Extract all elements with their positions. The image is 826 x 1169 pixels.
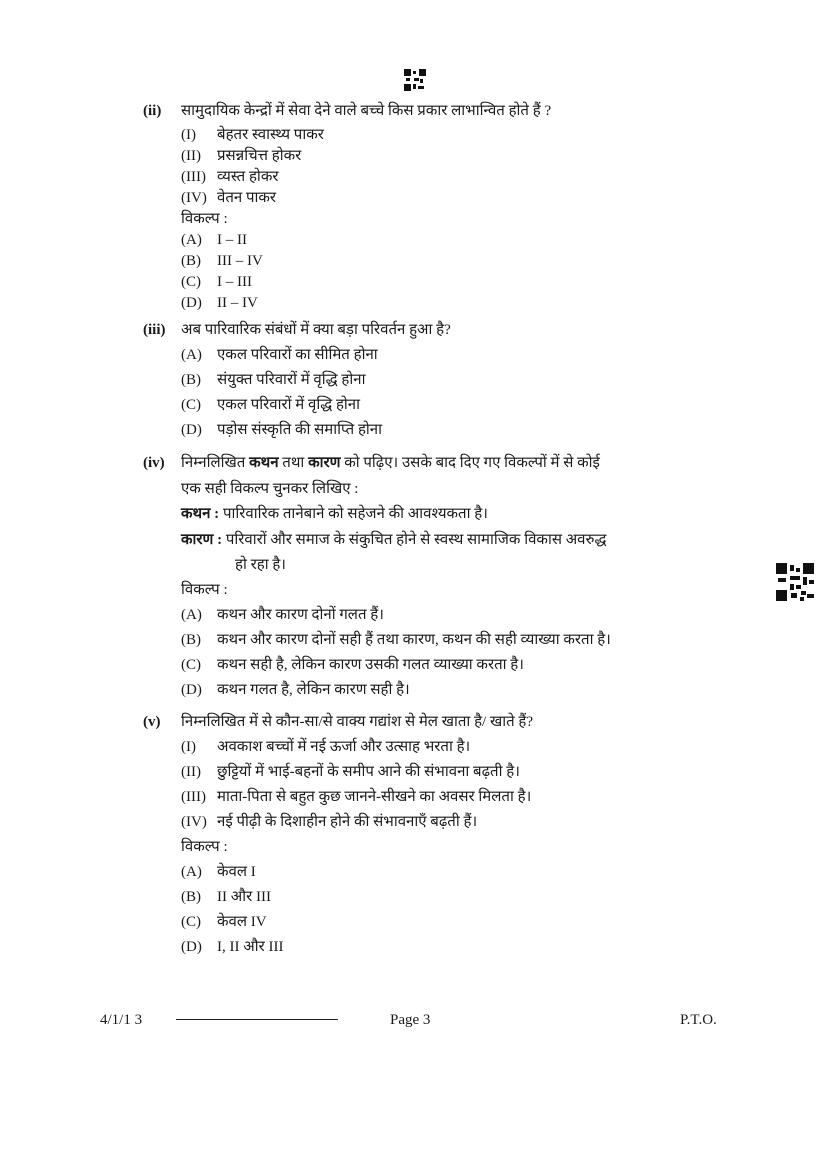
options-heading: विकल्प : xyxy=(181,839,228,855)
option-item: (C) एकल परिवारों में वृद्धि होना xyxy=(181,397,361,413)
option-item: (C) केवल IV xyxy=(181,914,267,930)
option-item: (D) कथन गलत है, लेकिन कारण सही है। xyxy=(181,682,410,698)
paper-code: 4/1/1 3 xyxy=(100,1012,143,1028)
reason-continued: हो रहा है। xyxy=(235,557,286,573)
question-number: (ii) xyxy=(143,103,162,119)
options-heading: विकल्प : xyxy=(181,582,228,598)
option-item: (C) I – III xyxy=(181,274,252,290)
statement-item: (III) व्यस्त होकर xyxy=(181,169,279,185)
qr-code-top-icon xyxy=(404,69,426,91)
option-item: (D) II – IV xyxy=(181,295,258,311)
options-heading: विकल्प : xyxy=(181,211,228,227)
option-item: (A) एकल परिवारों का सीमित होना xyxy=(181,347,378,363)
statement-item: (II) छुट्टियों में भाई-बहनों के समीप आने की संभावना बढ़ती है। xyxy=(181,764,520,780)
statement-item: (IV) नई पीढ़ी के दिशाहीन होने की संभावनाएँ बढ़ती हैं। xyxy=(181,814,478,830)
please-turn-over: P.T.O. xyxy=(680,1012,717,1028)
option-item: (D) पड़ोस संस्कृति की समाप्ति होना xyxy=(181,422,383,438)
question-text: अब पारिवारिक संबंधों में क्या बड़ा परिवर्तन हुआ है? xyxy=(181,322,451,338)
question-text: निम्नलिखित कथन तथा कारण को पढ़िए। उसके बाद दिए गए विकल्पों में से कोई xyxy=(181,455,600,471)
question-text: निम्नलिखित में से कौन-सा/से वाक्य गद्यांश से मेल खाता है/ खाते हैं? xyxy=(181,714,534,730)
question-number: (iii) xyxy=(143,322,166,338)
qr-code-side-icon xyxy=(776,563,814,601)
reason: कारण : परिवारों और समाज के संकुचित होने से स्वस्थ सामाजिक विकास अवरुद्ध xyxy=(181,532,607,548)
page-number: Page 3 xyxy=(390,1012,431,1028)
option-item: (B) कथन और कारण दोनों सही हैं तथा कारण, कथन की सही व्याख्या करता है। xyxy=(181,632,611,648)
option-item: (B) III – IV xyxy=(181,253,263,269)
statement-item: (I) बेहतर स्वास्थ्य पाकर xyxy=(181,127,324,143)
footer-divider xyxy=(176,1019,338,1020)
option-item: (A) केवल I xyxy=(181,864,256,880)
option-item: (B) संयुक्त परिवारों में वृद्धि होना xyxy=(181,372,366,388)
question-text-continued: एक सही विकल्प चुनकर लिखिए : xyxy=(181,481,359,497)
option-item: (B) II और III xyxy=(181,889,271,905)
option-item: (C) कथन सही है, लेकिन कारण उसकी गलत व्याख्या करता है। xyxy=(181,657,524,673)
statement-item: (I) अवकाश बच्चों में नई ऊर्जा और उत्साह भरता है। xyxy=(181,739,471,755)
assertion: कथन : पारिवारिक तानेबाने को सहेजने की आवश्यकता है। xyxy=(181,506,488,522)
option-item: (A) I – II xyxy=(181,232,247,248)
question-number: (v) xyxy=(143,714,161,730)
statement-item: (III) माता-पिता से बहुत कुछ जानने-सीखने का अवसर मिलता है। xyxy=(181,789,532,805)
statement-item: (II) प्रसन्नचित्त होकर xyxy=(181,148,302,164)
option-item: (A) कथन और कारण दोनों गलत हैं। xyxy=(181,607,384,623)
question-text: सामुदायिक केन्द्रों में सेवा देने वाले बच्चे किस प्रकार लाभान्वित होते हैं ? xyxy=(181,103,552,119)
question-number: (iv) xyxy=(143,455,165,471)
statement-item: (IV) वेतन पाकर xyxy=(181,190,277,206)
option-item: (D) I, II और III xyxy=(181,939,284,955)
